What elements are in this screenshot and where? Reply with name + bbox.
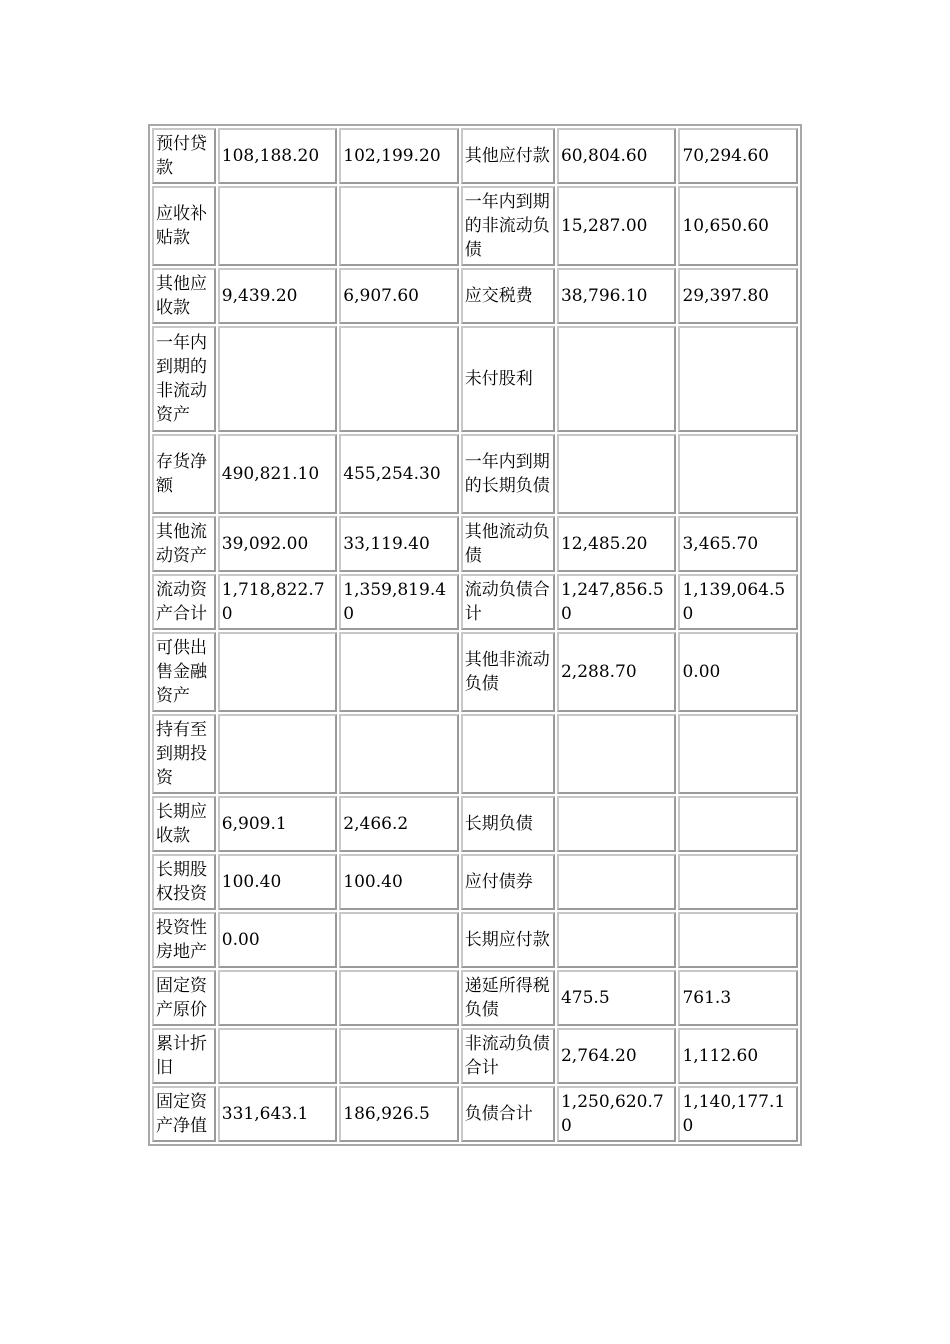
- table-row: [152, 268, 798, 324]
- asset-label: 固定资产净值: [152, 1086, 216, 1142]
- asset-value-current: 331,643.1: [218, 1086, 338, 1142]
- asset-value-prior: 102,199.20: [339, 128, 459, 184]
- asset-value-prior: 455,254.30: [339, 434, 459, 514]
- asset-value-current: 100.40: [218, 854, 338, 910]
- asset-value-current: 6,909.1: [218, 796, 338, 852]
- liability-value-prior: 1,140,177.10: [678, 1086, 798, 1142]
- asset-value-prior: 6,907.60: [339, 268, 459, 324]
- asset-value-current: 0.00: [218, 912, 338, 968]
- balance-sheet-fragment: [148, 124, 802, 1146]
- liability-value-prior: 0.00: [678, 632, 798, 712]
- liability-value-current: [557, 796, 677, 852]
- liability-value-current: 1,247,856.50: [557, 574, 677, 630]
- asset-value-prior: [339, 714, 459, 794]
- asset-label: 其他应收款: [152, 268, 216, 324]
- asset-label: 长期股权投资: [152, 854, 216, 910]
- asset-value-current: 490,821.10: [218, 434, 338, 514]
- liability-label: 应交税费: [461, 268, 555, 324]
- asset-value-prior: 33,119.40: [339, 516, 459, 572]
- asset-label: 预付贷款: [152, 128, 216, 184]
- liability-value-current: 2,288.70: [557, 632, 677, 712]
- table-row: [152, 516, 798, 572]
- liability-label: 一年内到期的非流动负债: [461, 186, 555, 266]
- table-row: [152, 796, 798, 852]
- liability-value-prior: 3,465.70: [678, 516, 798, 572]
- asset-value-prior: 186,926.5: [339, 1086, 459, 1142]
- liability-value-current: 15,287.00: [557, 186, 677, 266]
- liability-value-current: [557, 714, 677, 794]
- asset-value-current: [218, 632, 338, 712]
- liability-value-prior: [678, 326, 798, 432]
- asset-label: 存货净额: [152, 434, 216, 514]
- asset-label: 流动资产合计: [152, 574, 216, 630]
- asset-label: 持有至到期投资: [152, 714, 216, 794]
- liability-label: 未付股利: [461, 326, 555, 432]
- liability-label: 非流动负债合计: [461, 1028, 555, 1084]
- asset-value-prior: [339, 326, 459, 432]
- liability-value-prior: 1,112.60: [678, 1028, 798, 1084]
- asset-label: 累计折旧: [152, 1028, 216, 1084]
- asset-value-prior: [339, 186, 459, 266]
- liability-label: 流动负债合计: [461, 574, 555, 630]
- asset-value-current: [218, 1028, 338, 1084]
- liability-value-current: 2,764.20: [557, 1028, 677, 1084]
- liability-value-current: [557, 912, 677, 968]
- asset-value-current: [218, 714, 338, 794]
- asset-value-prior: 100.40: [339, 854, 459, 910]
- balance-sheet-table: [150, 126, 800, 1144]
- liability-value-current: [557, 854, 677, 910]
- liability-value-current: 12,485.20: [557, 516, 677, 572]
- liability-label: 其他流动负债: [461, 516, 555, 572]
- asset-label: 投资性房地产: [152, 912, 216, 968]
- table-row: [152, 854, 798, 910]
- asset-value-current: [218, 326, 338, 432]
- liability-value-current: 60,804.60: [557, 128, 677, 184]
- asset-label: 一年内到期的非流动资产: [152, 326, 216, 432]
- liability-value-prior: [678, 854, 798, 910]
- asset-value-prior: 2,466.2: [339, 796, 459, 852]
- table-row: [152, 1028, 798, 1084]
- liability-value-prior: [678, 796, 798, 852]
- asset-value-prior: 1,359,819.40: [339, 574, 459, 630]
- liability-label: [461, 714, 555, 794]
- table-row: [152, 434, 798, 514]
- table-row: [152, 632, 798, 712]
- liability-value-current: 475.5: [557, 970, 677, 1026]
- table-row: [152, 970, 798, 1026]
- table-row: [152, 326, 798, 432]
- asset-label: 其他流动资产: [152, 516, 216, 572]
- liability-label: 应付债券: [461, 854, 555, 910]
- liability-value-prior: [678, 714, 798, 794]
- liability-label: 负债合计: [461, 1086, 555, 1142]
- table-row: [152, 128, 798, 184]
- table-row: [152, 1086, 798, 1142]
- liability-value-prior: 70,294.60: [678, 128, 798, 184]
- table-row: [152, 912, 798, 968]
- liability-value-current: 38,796.10: [557, 268, 677, 324]
- liability-label: 长期负债: [461, 796, 555, 852]
- asset-value-prior: [339, 912, 459, 968]
- asset-value-prior: [339, 970, 459, 1026]
- asset-label: 固定资产原价: [152, 970, 216, 1026]
- liability-value-prior: [678, 912, 798, 968]
- liability-value-prior: 761.3: [678, 970, 798, 1026]
- liability-label: 长期应付款: [461, 912, 555, 968]
- liability-label: 其他应付款: [461, 128, 555, 184]
- table-row: [152, 714, 798, 794]
- asset-value-current: 9,439.20: [218, 268, 338, 324]
- table-row: [152, 186, 798, 266]
- liability-value-prior: 29,397.80: [678, 268, 798, 324]
- asset-value-current: 1,718,822.70: [218, 574, 338, 630]
- liability-label: 一年内到期的长期负债: [461, 434, 555, 514]
- asset-value-current: 39,092.00: [218, 516, 338, 572]
- liability-value-current: [557, 434, 677, 514]
- liability-value-prior: 1,139,064.50: [678, 574, 798, 630]
- liability-value-prior: [678, 434, 798, 514]
- liability-value-prior: 10,650.60: [678, 186, 798, 266]
- asset-value-prior: [339, 632, 459, 712]
- asset-label: 可供出售金融资产: [152, 632, 216, 712]
- liability-value-current: [557, 326, 677, 432]
- asset-label: 应收补贴款: [152, 186, 216, 266]
- asset-label: 长期应收款: [152, 796, 216, 852]
- liability-value-current: 1,250,620.70: [557, 1086, 677, 1142]
- asset-value-current: 108,188.20: [218, 128, 338, 184]
- asset-value-current: [218, 186, 338, 266]
- table-row: [152, 574, 798, 630]
- asset-value-current: [218, 970, 338, 1026]
- liability-label: 递延所得税负债: [461, 970, 555, 1026]
- liability-label: 其他非流动负债: [461, 632, 555, 712]
- asset-value-prior: [339, 1028, 459, 1084]
